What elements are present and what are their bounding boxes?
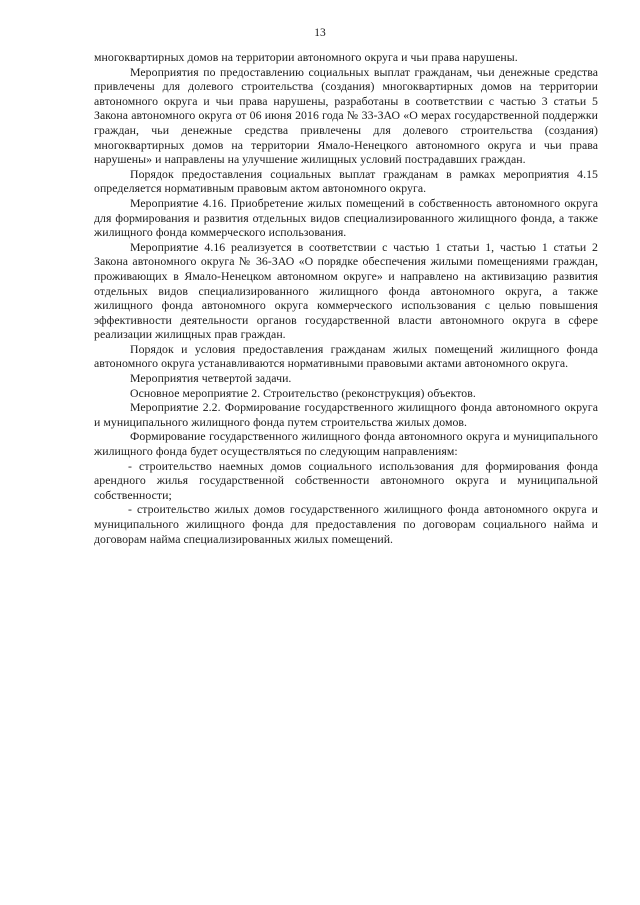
paragraph-payment-procedure: Порядок предоставления социальных выплат гражданам в рамках мероприятия 4.15 определяется нормативным правовым актом автономного округа. (94, 166, 598, 196)
paragraph-provision-conditions: Порядок и условия предоставления гражданам жилых помещений жилищного фонда автономного округа устанавливаются нормативными правовыми актами автономного округа. (94, 341, 598, 371)
paragraph-fund-formation: Формирование государственного жилищного фонда автономного округа и муниципального жилищного фонда будет осуществляться по следующим направлениям: (94, 429, 598, 459)
list-item-rental-housing: - строительство наемных домов социального использования для формирования фонда арендного жилья государственной собственности автономного округа и муниципальной собственности; (94, 458, 598, 502)
paragraph-continuation: многоквартирных домов на территории автономного округа и чьи права нарушены. (94, 50, 518, 64)
paragraph-main-measure-2: Основное мероприятие 2. Строительство (реконструкция) объектов. (130, 385, 476, 400)
paragraph-measure-4-16-title: Мероприятие 4.16. Приобретение жилых помещений в собственность автономного округа для формирования и развития отдельных видов специализированного жилищного фонда, а также жилищного фонда коммерческого использования. (94, 195, 598, 240)
paragraph-measure-2-2: Мероприятие 2.2. Формирование государственного жилищного фонда автономного округа и муниципального жилищного фонда путем строительства жилых домов. (94, 400, 598, 429)
list-item-residential-construction: - строительство жилых домов государственного жилищного фонда автономного округа и муниципального жилищного фонда для предоставления по договорам социального найма и договорам найма специализированных жилых помещений. (94, 502, 598, 546)
paragraph-social-payments: Мероприятия по предоставлению социальных выплат гражданам, чьи денежные средства привлечены для долевого строительства (создания) многоквартирных домов на территории автономного округа и чьи права нарушены, разработаны в соответствии с частью 3 статьи 5 Закона автономного округа от 06 июня 2016 года № 33-ЗАО «О мерах государственной поддержки граждан, чьи денежные средства привлечены для долевого строительства (создания) многоквартирных домов на территории Ямало-Ненецкого автономного округа и чьи права нарушены» и направлены на улучшение жилищных условий пострадавших граждан. (94, 64, 598, 167)
paragraph-measure-4-16-basis: Мероприятие 4.16 реализуется в соответствии с частью 1 статьи 1, частью 1 статьи 2 Закона автономного округа № 36-ЗАО «О порядке обеспечения жилыми помещениями граждан, проживающих в Ямало-Ненецком автономном округе» и направлено на активизацию развития отдельных видов специализированного жилищного фонда автономного округа, а также жилищного фонда автономного округа коммерческого использования с целью повышения эффективности деятельности органов государственной власти автономного округа в сфере реализации жилищных прав граждан. (94, 239, 598, 342)
page-number: 13 (314, 27, 326, 39)
paragraph-fourth-task-heading: Мероприятия четвертой задачи. (130, 371, 292, 386)
document-body (94, 50, 598, 546)
